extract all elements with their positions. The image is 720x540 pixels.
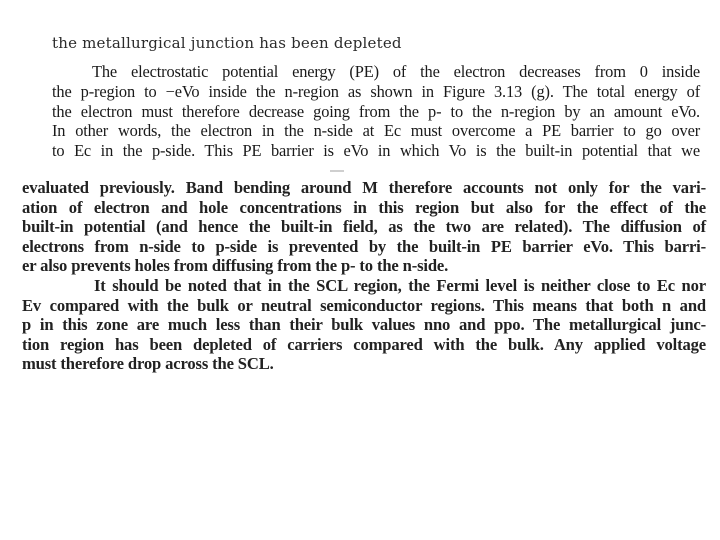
text-line: Ev compared with the bulk or neutral semiconductor regions. This means that both n and — [22, 295, 706, 315]
text-line: It should be noted that in the SCL region, the Fermi level is neither close to Ec nor — [94, 275, 706, 295]
text-line: to Ec in the p-side. This PE barrier is eVo in which Vo is the built-in potential that we — [52, 141, 700, 161]
text-line: er also prevents holes from diffusing from the p- to the n-side. — [22, 256, 449, 276]
paragraph-potential-energy — [52, 62, 700, 161]
scan-smudge — [330, 170, 344, 172]
text-line: ation of electron and hole concentrations in this region but also for the effect of the — [22, 197, 706, 217]
text-line: p in this zone are much less than their bulk values nno and ppo. The metallurgical junc- — [22, 315, 706, 335]
text-line: electrons from n-side to p-side is prevented by the built-in PE barrier eVo. This barri- — [22, 236, 706, 256]
text-line: tion region has been depleted of carriers compared with the bulk. Any applied voltage — [22, 334, 706, 354]
paragraph-band-bending — [22, 178, 706, 374]
text-line: The electrostatic potential energy (PE) of the electron decreases from 0 inside — [92, 62, 700, 81]
text-line: the electron must therefore decrease going from the p- to the n-region by an amount eVo. — [52, 101, 700, 121]
text-line: In other words, the electron in the n-side at Ec must overcome a PE barrier to go over — [52, 121, 700, 141]
text-line: must therefore drop across the SCL. — [22, 354, 274, 374]
text-line: the p-region to −eVo inside the n-region as shown in Figure 3.13 (g). The total energy of — [52, 81, 700, 101]
cropped-top-line: the metallurgical junction has been depleted — [52, 36, 402, 52]
text-line: evaluated previously. Band bending around M therefore accounts not only for the vari- — [22, 178, 706, 197]
text-line: built-in potential (and hence the built-in field, as the two are related). The diffusion of — [22, 217, 706, 237]
